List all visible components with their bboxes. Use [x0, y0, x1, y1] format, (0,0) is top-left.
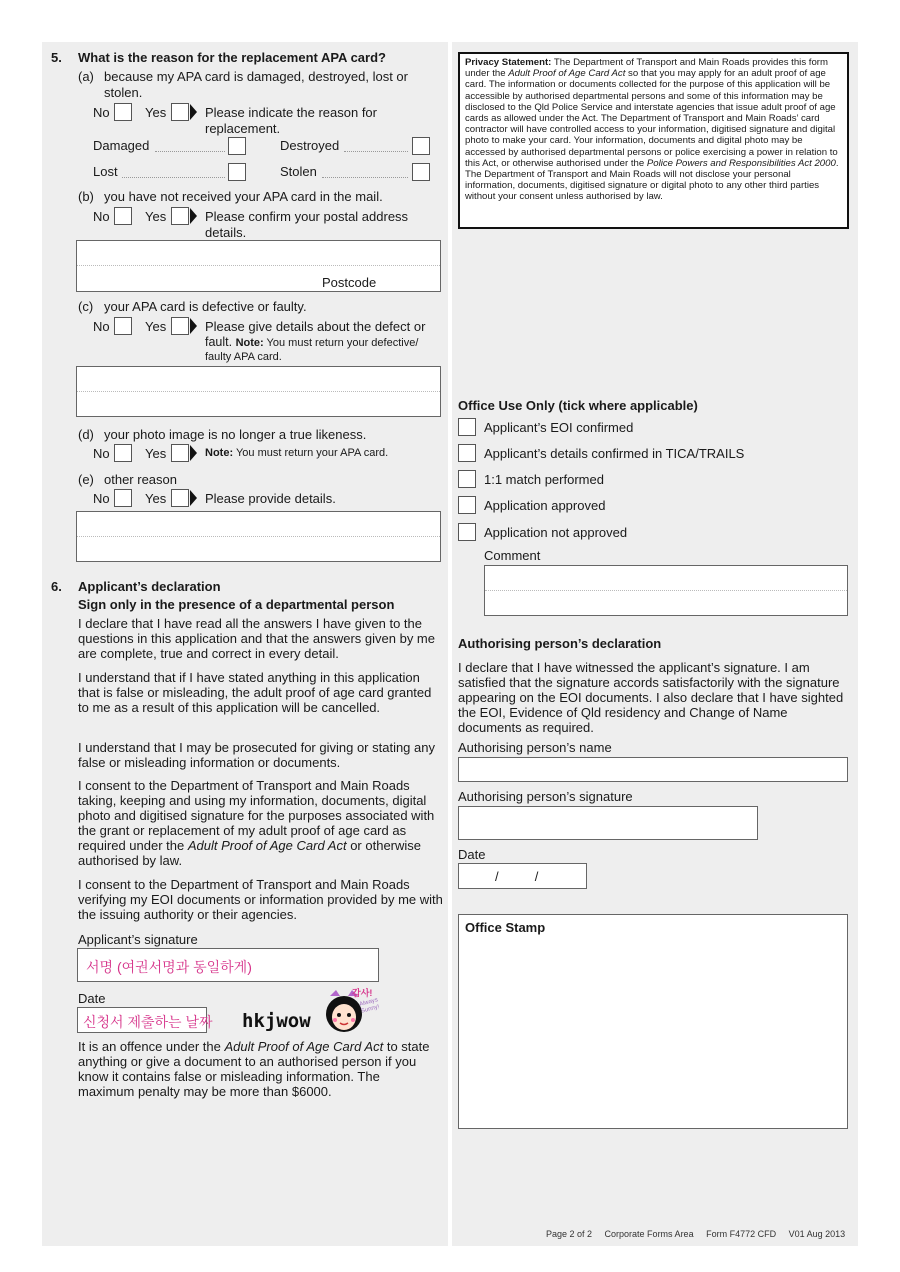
declaration-p1: I declare that I have read all the answers I have given to the questions in this application and that the answers given by me are complete, true and correct in every detail.	[78, 616, 435, 661]
date-label: Date	[78, 991, 106, 1006]
q5e-text: other reason	[104, 472, 177, 487]
declaration-p4: I consent to the Department of Transport and Main Roads taking, keeping and using my information, documents, digital photo and digitised signature for the purposes associated with the grant or replacement of my adult proof of age card as required under the Adult Proof of Age Card Act or otherwise authorised by law.	[78, 778, 435, 868]
q5a-text: because my APA card is damaged, destroyed, lost or	[104, 69, 408, 84]
office-item-approved: Application approved	[484, 498, 606, 513]
postal-address-field[interactable]	[76, 240, 441, 292]
destroyed-checkbox[interactable]	[412, 137, 430, 155]
q5b-instruction-2: details.	[205, 225, 247, 240]
q5a-yes-checkbox[interactable]	[171, 103, 189, 121]
q5c-yes-label: Yes	[145, 319, 167, 334]
arrow-right-icon	[190, 318, 197, 334]
q5d-no-checkbox[interactable]	[114, 444, 132, 462]
damaged-leader	[155, 151, 225, 152]
q5b-yes-checkbox[interactable]	[171, 207, 189, 225]
signature-handwriting: 서명 (여권서명과 동일하게)	[86, 959, 252, 975]
arrow-right-icon	[190, 208, 197, 224]
arrow-right-icon	[190, 104, 197, 120]
q5d-no-label: No	[93, 446, 110, 461]
q5a-label: (a)	[78, 69, 94, 84]
sticker-text-2: Always Sunny!	[358, 997, 381, 1015]
sticker-text-1: 감사!	[352, 988, 373, 998]
q5e-instruction: Please provide details.	[205, 491, 336, 506]
office-item-match: 1:1 match performed	[484, 472, 604, 487]
q5a-instruction: Please indicate the reason for	[205, 105, 377, 120]
q5c-no-checkbox[interactable]	[114, 317, 132, 335]
office-item-checkbox[interactable]	[458, 470, 476, 488]
lost-leader	[122, 177, 225, 178]
q5c-instruction: Please give details about the defect or	[205, 319, 426, 334]
q5c-text: your APA card is defective or faulty.	[104, 299, 307, 314]
q5c-instruction-3: faulty APA card.	[205, 351, 282, 363]
auth-name-field[interactable]	[458, 757, 848, 782]
declaration-p5: I consent to the Department of Transport and Main Roads verifying my EOI documents or information provided by me with the issuing authority or their agencies.	[78, 877, 443, 922]
auth-title: Authorising person’s declaration	[458, 636, 662, 651]
date-separators: / /	[495, 869, 539, 884]
comment-field[interactable]	[484, 565, 848, 616]
offence-notice: It is an offence under the Adult Proof of Age Card Act to state anything or give a document to an authorised person if you know it contains false or misleading information. The maximum penalty may be more than $6000.	[78, 1039, 430, 1099]
arrow-right-icon	[190, 445, 197, 461]
office-stamp-title: Office Stamp	[465, 920, 546, 935]
office-item-checkbox[interactable]	[458, 444, 476, 462]
auth-name-label: Authorising person’s name	[458, 740, 612, 755]
q5e-yes-checkbox[interactable]	[171, 489, 189, 507]
defect-details-field[interactable]	[76, 366, 441, 417]
office-item-not-approved: Application not approved	[484, 525, 628, 540]
auth-text: I declare that I have witnessed the applicant’s signature. I am satisfied that the signature accords satisfactorily with the signature appearing on the EOI documents. I also declare that I have sighted the EOI, Evidence of Qld residency and Change of Name documents as required.	[458, 660, 844, 735]
q5e-label: (e)	[78, 472, 94, 487]
q5e-no-checkbox[interactable]	[114, 489, 132, 507]
lost-label: Lost	[93, 164, 118, 179]
office-item-tica: Applicant’s details confirmed in TICA/TRAILS	[484, 446, 745, 461]
q5a-no-label: No	[93, 105, 110, 120]
destroyed-leader	[344, 151, 408, 152]
q5d-note: Note: You must return your APA card.	[205, 447, 389, 459]
applicant-date-field[interactable]	[77, 1007, 213, 1033]
stolen-label: Stolen	[280, 164, 317, 179]
privacy-statement: Privacy Statement: The Department of Transport and Main Roads provides this form under the Adult Proof of Age Card Act so that you may apply for an adult proof of age card. The information or documents collected for the purpose of this application will be accessible by authorised departmental persons and some of this information may be disclosed to the Qld Police Service and interstate agencies that issue adult proof of age cards as allowed under the Act. The Department of Transport and Main Roads’ card contractor will have controlled access to your information, digitised signature and digital photo to make your card. Your information, documents and digital photo may be accessed by authorised departmental persons or police exercising a power in relation to this Act, or otherwise authorised under the Police Powers and Responsibilities Act 2000. The Department of Transport and Main Roads will not disclose your personal information, documents, digitised signature or digital photo to any other third parties without your consent unless authorised by law.	[458, 52, 849, 229]
auth-date-label: Date	[458, 847, 486, 862]
destroyed-label: Destroyed	[280, 138, 340, 153]
stolen-leader	[322, 177, 408, 178]
stolen-checkbox[interactable]	[412, 163, 430, 181]
other-reason-field[interactable]	[76, 511, 441, 562]
applicant-signature-field[interactable]	[77, 948, 379, 982]
q5d-text: your photo image is no longer a true likeness.	[104, 427, 367, 442]
office-use-title: Office Use Only (tick where applicable)	[458, 398, 698, 413]
q5b-no-label: No	[93, 209, 110, 224]
date-handwriting: 신청서 제출하는 날짜	[83, 1014, 213, 1030]
arrow-right-icon	[190, 490, 197, 506]
q5a-yes-label: Yes	[145, 105, 167, 120]
damaged-checkbox[interactable]	[228, 137, 246, 155]
applicant-signature-label: Applicant’s signature	[78, 932, 198, 947]
office-item-checkbox[interactable]	[458, 418, 476, 436]
office-item-checkbox[interactable]	[458, 496, 476, 514]
q5e-no-label: No	[93, 491, 110, 506]
q5c-label: (c)	[78, 299, 94, 314]
watermark-text: hkjwow	[242, 1010, 311, 1032]
page-footer: Page 2 of 2 Corporate Forms Area Form F4772 CFD V01 Aug 2013	[546, 1229, 846, 1239]
q5d-yes-checkbox[interactable]	[171, 444, 189, 462]
q5d-label: (d)	[78, 427, 94, 442]
declaration-p2: I understand that if I have stated anything in this application that is false or misleading, the adult proof of age card granted to me as a result of this application will be cancelled.	[78, 670, 432, 715]
q5a-instruction-2: replacement.	[205, 121, 281, 136]
lost-checkbox[interactable]	[228, 163, 246, 181]
q5c-instruction-2: fault. Note: You must return your defective/	[205, 335, 419, 349]
q5e-yes-label: Yes	[145, 491, 167, 506]
q5b-yes-label: Yes	[145, 209, 167, 224]
office-stamp-box	[458, 914, 848, 1129]
office-item-eoi: Applicant’s EOI confirmed	[484, 420, 634, 435]
q5-number: 5.	[51, 50, 62, 65]
postcode-label: Postcode	[322, 275, 377, 290]
q5a-no-checkbox[interactable]	[114, 103, 132, 121]
q6-number: 6.	[51, 579, 62, 594]
q5c-no-label: No	[93, 319, 110, 334]
auth-signature-field[interactable]	[458, 806, 758, 840]
q5b-no-checkbox[interactable]	[114, 207, 132, 225]
q5c-yes-checkbox[interactable]	[171, 317, 189, 335]
q5-title: What is the reason for the replacement APA card?	[78, 50, 386, 65]
comment-label: Comment	[484, 548, 541, 563]
q5b-text: you have not received your APA card in the mail.	[104, 189, 383, 204]
damaged-label: Damaged	[93, 138, 150, 153]
q5d-yes-label: Yes	[145, 446, 167, 461]
office-item-checkbox[interactable]	[458, 523, 476, 541]
declaration-p3: I understand that I may be prosecuted for giving or stating any false or misleading information or documents.	[78, 740, 435, 770]
q5b-label: (b)	[78, 189, 94, 204]
q6-title: Applicant’s declaration	[78, 579, 221, 594]
q5a-text-2: stolen.	[104, 85, 143, 100]
auth-date-field[interactable]	[458, 863, 587, 889]
q5b-instruction: Please confirm your postal address	[205, 209, 409, 224]
q6-subtitle: Sign only in the presence of a departmental person	[78, 597, 395, 612]
auth-signature-label: Authorising person’s signature	[458, 789, 633, 804]
